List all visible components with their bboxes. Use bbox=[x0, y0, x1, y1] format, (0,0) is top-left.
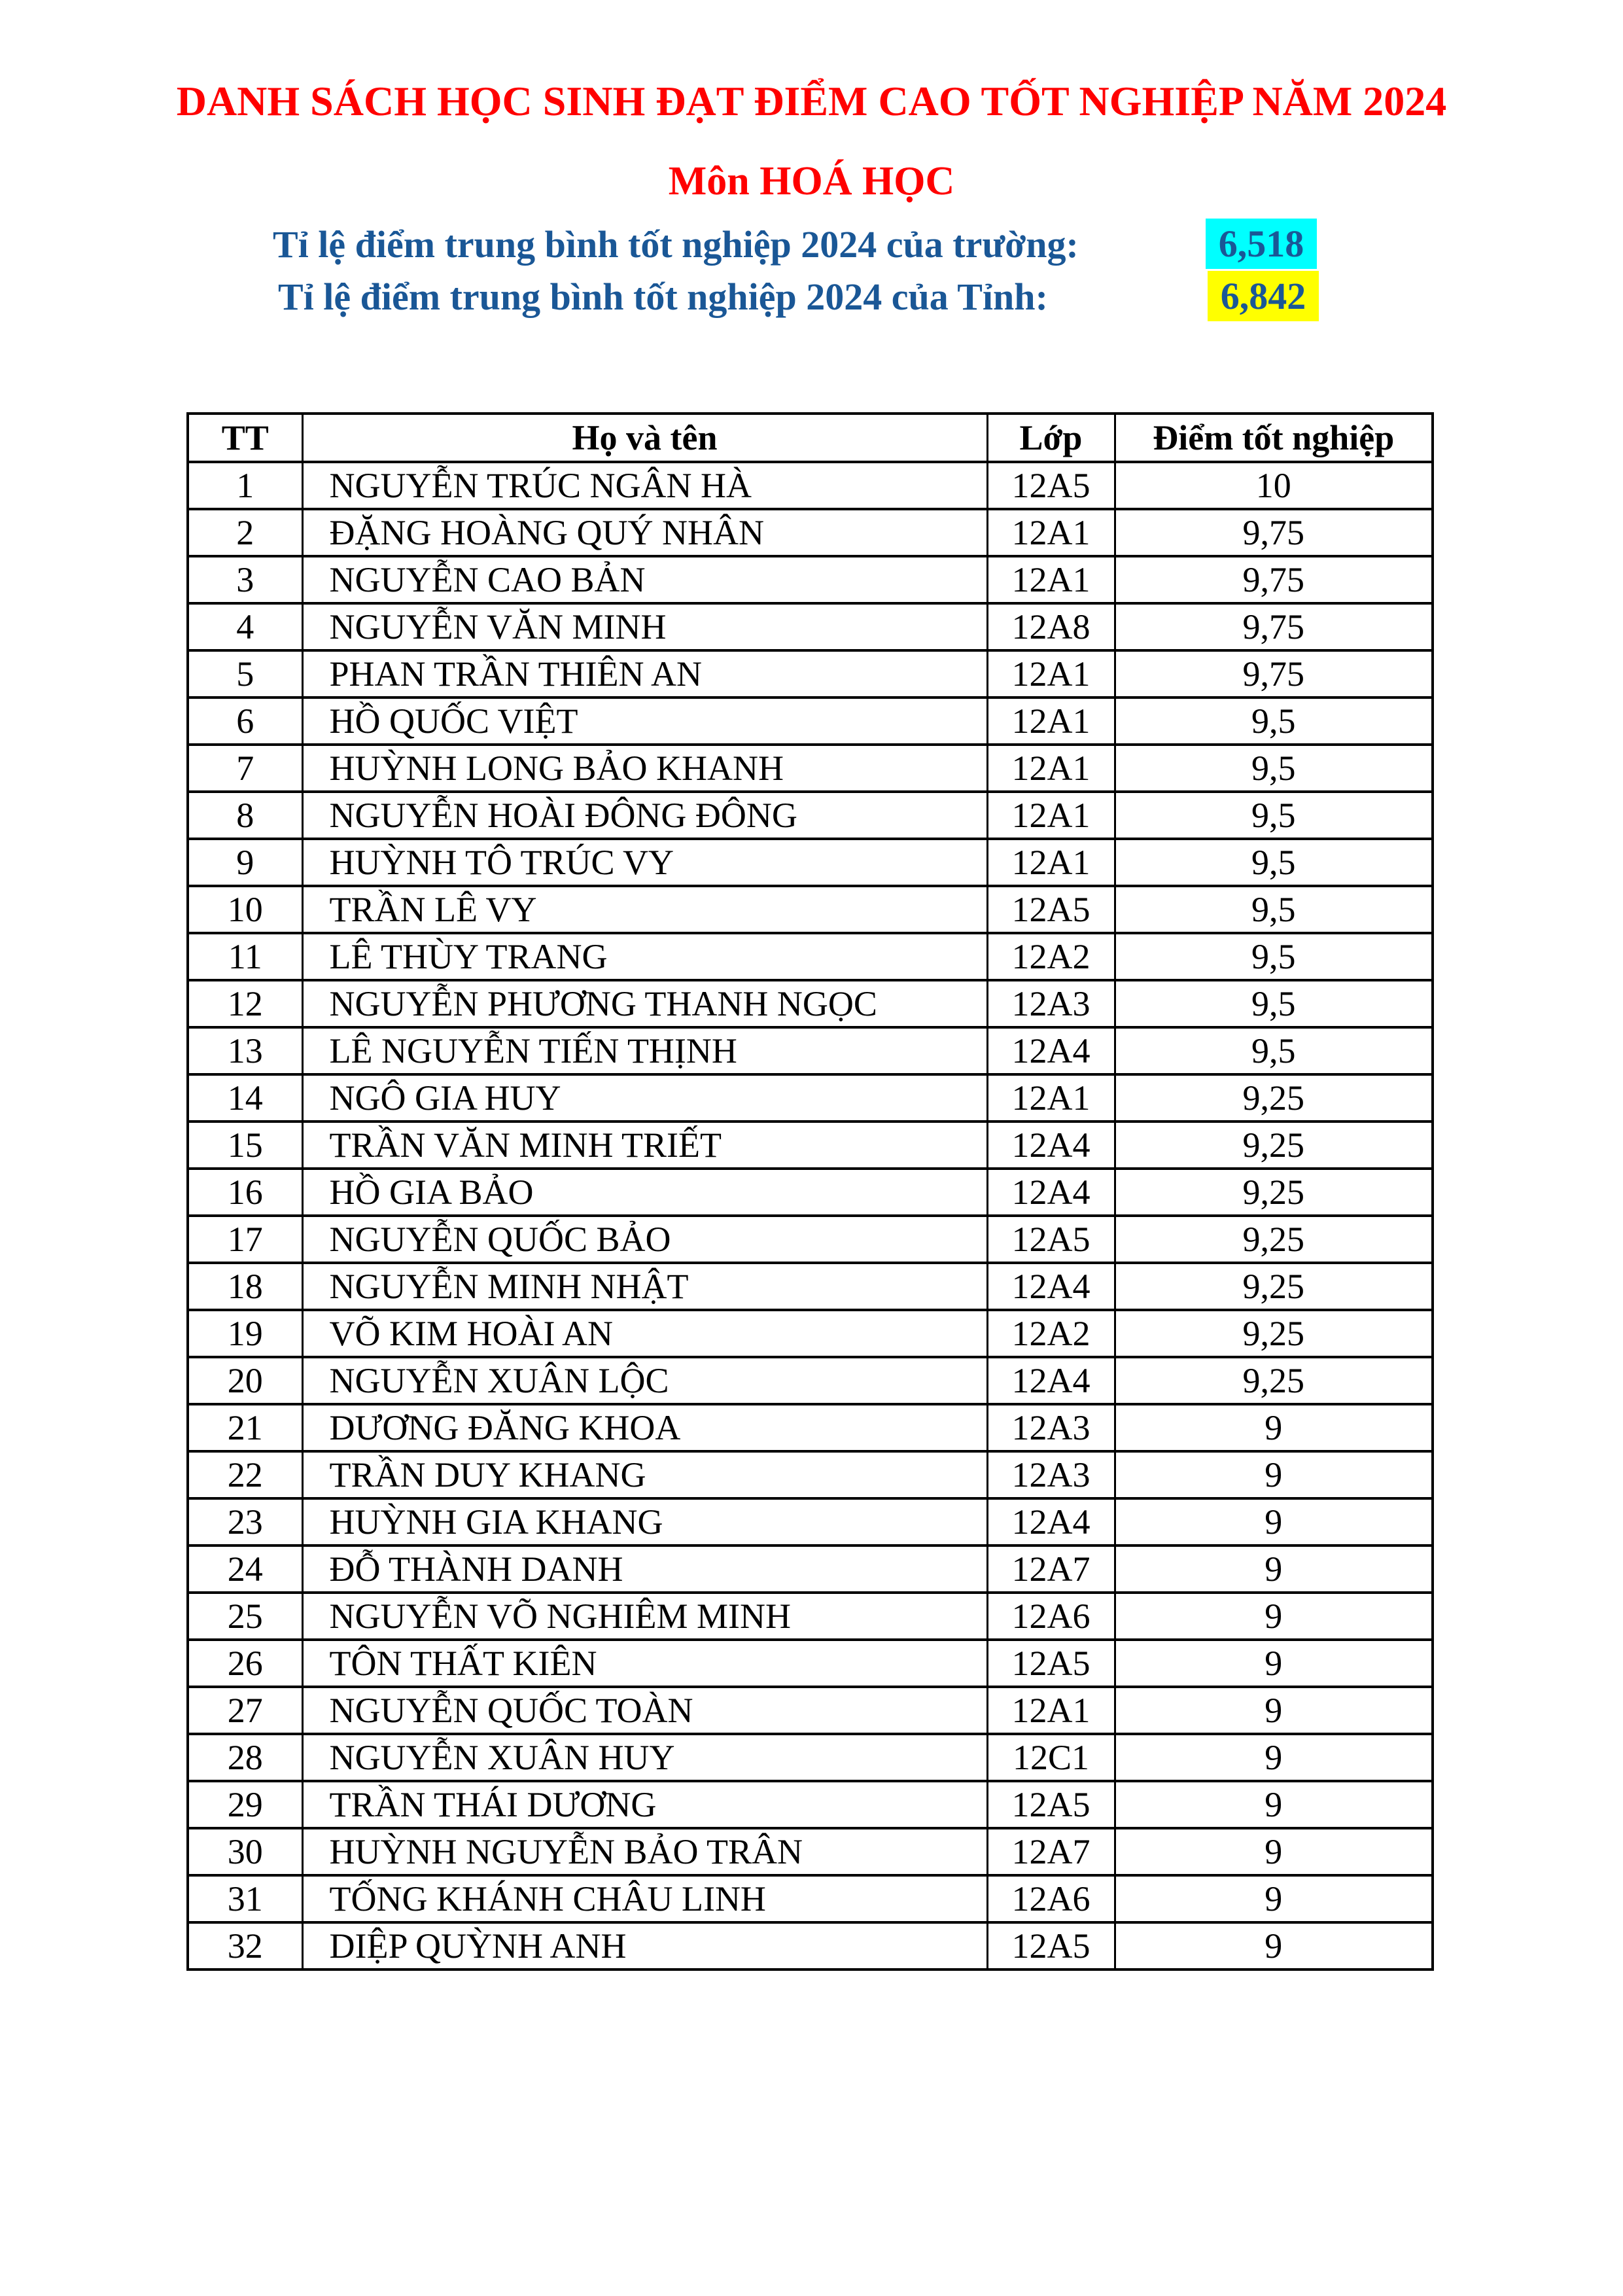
score-cell: 9 bbox=[1115, 1734, 1433, 1781]
score-cell: 9,75 bbox=[1115, 509, 1433, 556]
student-name-cell: HUỲNH NGUYỄN BẢO TRÂN bbox=[302, 1828, 987, 1875]
student-name-cell: TÔN THẤT KIÊN bbox=[302, 1640, 987, 1687]
student-name-cell: NGUYỄN QUỐC BẢO bbox=[302, 1216, 987, 1263]
class-cell: 12A1 bbox=[987, 792, 1115, 839]
table-row bbox=[188, 745, 1433, 792]
score-cell: 9,5 bbox=[1115, 839, 1433, 886]
table-row bbox=[188, 1593, 1433, 1640]
row-index-cell: 22 bbox=[188, 1451, 302, 1498]
student-name-cell: TRẦN THÁI DƯƠNG bbox=[302, 1781, 987, 1828]
table-body bbox=[188, 462, 1433, 1969]
class-cell: 12A1 bbox=[987, 698, 1115, 745]
table-row bbox=[188, 1781, 1433, 1828]
row-index-cell: 31 bbox=[188, 1875, 302, 1922]
student-name-cell: NGUYỄN HOÀI ĐÔNG ĐÔNG bbox=[302, 792, 987, 839]
score-cell: 9,5 bbox=[1115, 745, 1433, 792]
document-subtitle: Môn HOÁ HỌC bbox=[668, 159, 955, 203]
col-header-name: Họ và tên bbox=[302, 414, 987, 462]
score-cell: 9,5 bbox=[1115, 792, 1433, 839]
student-name-cell: NGUYỄN VÕ NGHIÊM MINH bbox=[302, 1593, 987, 1640]
student-name-cell: LÊ THÙY TRANG bbox=[302, 933, 987, 980]
class-cell: 12A5 bbox=[987, 1640, 1115, 1687]
school-average-label: Tỉ lệ điểm trung bình tốt nghiệp 2024 của trường: bbox=[273, 223, 1079, 266]
student-name-cell: ĐẶNG HOÀNG QUÝ NHÂN bbox=[302, 509, 987, 556]
score-cell: 9,25 bbox=[1115, 1216, 1433, 1263]
score-cell: 9,75 bbox=[1115, 650, 1433, 698]
table-row bbox=[188, 1922, 1433, 1969]
table-row bbox=[188, 1263, 1433, 1310]
score-cell: 9 bbox=[1115, 1498, 1433, 1545]
class-cell: 12A5 bbox=[987, 886, 1115, 933]
table-row bbox=[188, 698, 1433, 745]
class-cell: 12A1 bbox=[987, 1074, 1115, 1122]
row-index-cell: 1 bbox=[188, 462, 302, 509]
score-cell: 9,25 bbox=[1115, 1310, 1433, 1357]
row-index-cell: 3 bbox=[188, 556, 302, 603]
row-index-cell: 15 bbox=[188, 1122, 302, 1169]
table-header-row bbox=[188, 414, 1433, 462]
class-cell: 12A1 bbox=[987, 509, 1115, 556]
col-header-score: Điểm tốt nghiệp bbox=[1115, 414, 1433, 462]
student-name-cell: DƯƠNG ĐĂNG KHOA bbox=[302, 1404, 987, 1451]
student-name-cell: NGUYỄN QUỐC TOÀN bbox=[302, 1687, 987, 1734]
score-cell: 9 bbox=[1115, 1687, 1433, 1734]
class-cell: 12A4 bbox=[987, 1027, 1115, 1074]
score-cell: 9 bbox=[1115, 1404, 1433, 1451]
row-index-cell: 24 bbox=[188, 1545, 302, 1593]
province-average-label: Tỉ lệ điểm trung bình tốt nghiệp 2024 của Tỉnh: bbox=[278, 275, 1048, 318]
row-index-cell: 30 bbox=[188, 1828, 302, 1875]
student-name-cell: NGUYỄN MINH NHẬT bbox=[302, 1263, 987, 1310]
class-cell: 12A4 bbox=[987, 1498, 1115, 1545]
class-cell: 12A1 bbox=[987, 745, 1115, 792]
province-average-value: 6,842 bbox=[1208, 271, 1319, 321]
class-cell: 12A1 bbox=[987, 650, 1115, 698]
class-cell: 12A6 bbox=[987, 1875, 1115, 1922]
student-name-cell: NGUYỄN XUÂN LỘC bbox=[302, 1357, 987, 1404]
score-cell: 9 bbox=[1115, 1451, 1433, 1498]
row-index-cell: 20 bbox=[188, 1357, 302, 1404]
student-name-cell: HUỲNH GIA KHANG bbox=[302, 1498, 987, 1545]
table-row bbox=[188, 886, 1433, 933]
row-index-cell: 6 bbox=[188, 698, 302, 745]
row-index-cell: 29 bbox=[188, 1781, 302, 1828]
table-row bbox=[188, 933, 1433, 980]
score-cell: 9,5 bbox=[1115, 933, 1433, 980]
table-row bbox=[188, 1027, 1433, 1074]
student-name-cell: NGUYỄN PHƯƠNG THANH NGỌC bbox=[302, 980, 987, 1027]
class-cell: 12A1 bbox=[987, 1687, 1115, 1734]
class-cell: 12A5 bbox=[987, 1216, 1115, 1263]
table-row bbox=[188, 1169, 1433, 1216]
student-name-cell: LÊ NGUYỄN TIẾN THỊNH bbox=[302, 1027, 987, 1074]
student-name-cell: TRẦN VĂN MINH TRIẾT bbox=[302, 1122, 987, 1169]
row-index-cell: 25 bbox=[188, 1593, 302, 1640]
row-index-cell: 10 bbox=[188, 886, 302, 933]
row-index-cell: 2 bbox=[188, 509, 302, 556]
student-name-cell: VÕ KIM HOÀI AN bbox=[302, 1310, 987, 1357]
class-cell: 12A3 bbox=[987, 1451, 1115, 1498]
row-index-cell: 16 bbox=[188, 1169, 302, 1216]
score-cell: 10 bbox=[1115, 462, 1433, 509]
table-row bbox=[188, 839, 1433, 886]
row-index-cell: 27 bbox=[188, 1687, 302, 1734]
table-row bbox=[188, 1875, 1433, 1922]
table-row bbox=[188, 792, 1433, 839]
class-cell: 12A5 bbox=[987, 462, 1115, 509]
student-name-cell: ĐỖ THÀNH DANH bbox=[302, 1545, 987, 1593]
row-index-cell: 28 bbox=[188, 1734, 302, 1781]
row-index-cell: 13 bbox=[188, 1027, 302, 1074]
score-cell: 9,75 bbox=[1115, 556, 1433, 603]
table-row bbox=[188, 1122, 1433, 1169]
scores-table bbox=[186, 412, 1434, 1971]
row-index-cell: 12 bbox=[188, 980, 302, 1027]
student-name-cell: TRẦN LÊ VY bbox=[302, 886, 987, 933]
row-index-cell: 17 bbox=[188, 1216, 302, 1263]
score-cell: 9 bbox=[1115, 1781, 1433, 1828]
table-row bbox=[188, 1687, 1433, 1734]
class-cell: 12A5 bbox=[987, 1781, 1115, 1828]
class-cell: 12A7 bbox=[987, 1545, 1115, 1593]
table-row bbox=[188, 1404, 1433, 1451]
student-name-cell: HỒ GIA BẢO bbox=[302, 1169, 987, 1216]
score-cell: 9,25 bbox=[1115, 1074, 1433, 1122]
col-header-class: Lớp bbox=[987, 414, 1115, 462]
table-row bbox=[188, 509, 1433, 556]
class-cell: 12A2 bbox=[987, 1310, 1115, 1357]
score-cell: 9 bbox=[1115, 1640, 1433, 1687]
table-row bbox=[188, 1074, 1433, 1122]
student-name-cell: NGÔ GIA HUY bbox=[302, 1074, 987, 1122]
class-cell: 12A2 bbox=[987, 933, 1115, 980]
row-index-cell: 21 bbox=[188, 1404, 302, 1451]
class-cell: 12A1 bbox=[987, 839, 1115, 886]
score-cell: 9,25 bbox=[1115, 1169, 1433, 1216]
table-row bbox=[188, 556, 1433, 603]
student-name-cell: NGUYỄN VĂN MINH bbox=[302, 603, 987, 650]
score-cell: 9,75 bbox=[1115, 603, 1433, 650]
school-average-value: 6,518 bbox=[1206, 219, 1317, 269]
student-name-cell: NGUYỄN CAO BẢN bbox=[302, 556, 987, 603]
class-cell: 12C1 bbox=[987, 1734, 1115, 1781]
score-cell: 9 bbox=[1115, 1922, 1433, 1969]
score-cell: 9 bbox=[1115, 1593, 1433, 1640]
class-cell: 12A4 bbox=[987, 1169, 1115, 1216]
row-index-cell: 8 bbox=[188, 792, 302, 839]
row-index-cell: 19 bbox=[188, 1310, 302, 1357]
row-index-cell: 23 bbox=[188, 1498, 302, 1545]
document-title: DANH SÁCH HỌC SINH ĐẠT ĐIỂM CAO TỐT NGHIỆP NĂM 2024 bbox=[176, 78, 1447, 124]
table-row bbox=[188, 1734, 1433, 1781]
table-row bbox=[188, 1828, 1433, 1875]
class-cell: 12A4 bbox=[987, 1263, 1115, 1310]
student-name-cell: HUỲNH LONG BẢO KHANH bbox=[302, 745, 987, 792]
score-cell: 9 bbox=[1115, 1828, 1433, 1875]
table-row bbox=[188, 462, 1433, 509]
table-row bbox=[188, 1310, 1433, 1357]
table-row bbox=[188, 650, 1433, 698]
class-cell: 12A3 bbox=[987, 1404, 1115, 1451]
student-name-cell: HỒ QUỐC VIỆT bbox=[302, 698, 987, 745]
class-cell: 12A5 bbox=[987, 1922, 1115, 1969]
row-index-cell: 26 bbox=[188, 1640, 302, 1687]
row-index-cell: 32 bbox=[188, 1922, 302, 1969]
student-name-cell: NGUYỄN TRÚC NGÂN HÀ bbox=[302, 462, 987, 509]
score-cell: 9,25 bbox=[1115, 1263, 1433, 1310]
table-row bbox=[188, 1451, 1433, 1498]
row-index-cell: 5 bbox=[188, 650, 302, 698]
row-index-cell: 4 bbox=[188, 603, 302, 650]
row-index-cell: 18 bbox=[188, 1263, 302, 1310]
col-header-tt: TT bbox=[188, 414, 302, 462]
row-index-cell: 11 bbox=[188, 933, 302, 980]
student-name-cell: TỐNG KHÁNH CHÂU LINH bbox=[302, 1875, 987, 1922]
table-row bbox=[188, 1216, 1433, 1263]
class-cell: 12A6 bbox=[987, 1593, 1115, 1640]
table-row bbox=[188, 1498, 1433, 1545]
row-index-cell: 7 bbox=[188, 745, 302, 792]
class-cell: 12A4 bbox=[987, 1357, 1115, 1404]
score-cell: 9,5 bbox=[1115, 1027, 1433, 1074]
table-row bbox=[188, 603, 1433, 650]
class-cell: 12A3 bbox=[987, 980, 1115, 1027]
row-index-cell: 9 bbox=[188, 839, 302, 886]
table-row bbox=[188, 1357, 1433, 1404]
student-name-cell: NGUYỄN XUÂN HUY bbox=[302, 1734, 987, 1781]
score-cell: 9,5 bbox=[1115, 886, 1433, 933]
class-cell: 12A8 bbox=[987, 603, 1115, 650]
table-row bbox=[188, 1640, 1433, 1687]
score-cell: 9,5 bbox=[1115, 980, 1433, 1027]
table-row bbox=[188, 980, 1433, 1027]
student-name-cell: TRẦN DUY KHANG bbox=[302, 1451, 987, 1498]
score-cell: 9,5 bbox=[1115, 698, 1433, 745]
score-cell: 9,25 bbox=[1115, 1357, 1433, 1404]
score-cell: 9 bbox=[1115, 1875, 1433, 1922]
student-name-cell: PHAN TRẦN THIÊN AN bbox=[302, 650, 987, 698]
score-cell: 9 bbox=[1115, 1545, 1433, 1593]
table-row bbox=[188, 1545, 1433, 1593]
score-cell: 9,25 bbox=[1115, 1122, 1433, 1169]
class-cell: 12A7 bbox=[987, 1828, 1115, 1875]
student-name-cell: HUỲNH TÔ TRÚC VY bbox=[302, 839, 987, 886]
row-index-cell: 14 bbox=[188, 1074, 302, 1122]
student-name-cell: DIỆP QUỲNH ANH bbox=[302, 1922, 987, 1969]
class-cell: 12A1 bbox=[987, 556, 1115, 603]
class-cell: 12A4 bbox=[987, 1122, 1115, 1169]
